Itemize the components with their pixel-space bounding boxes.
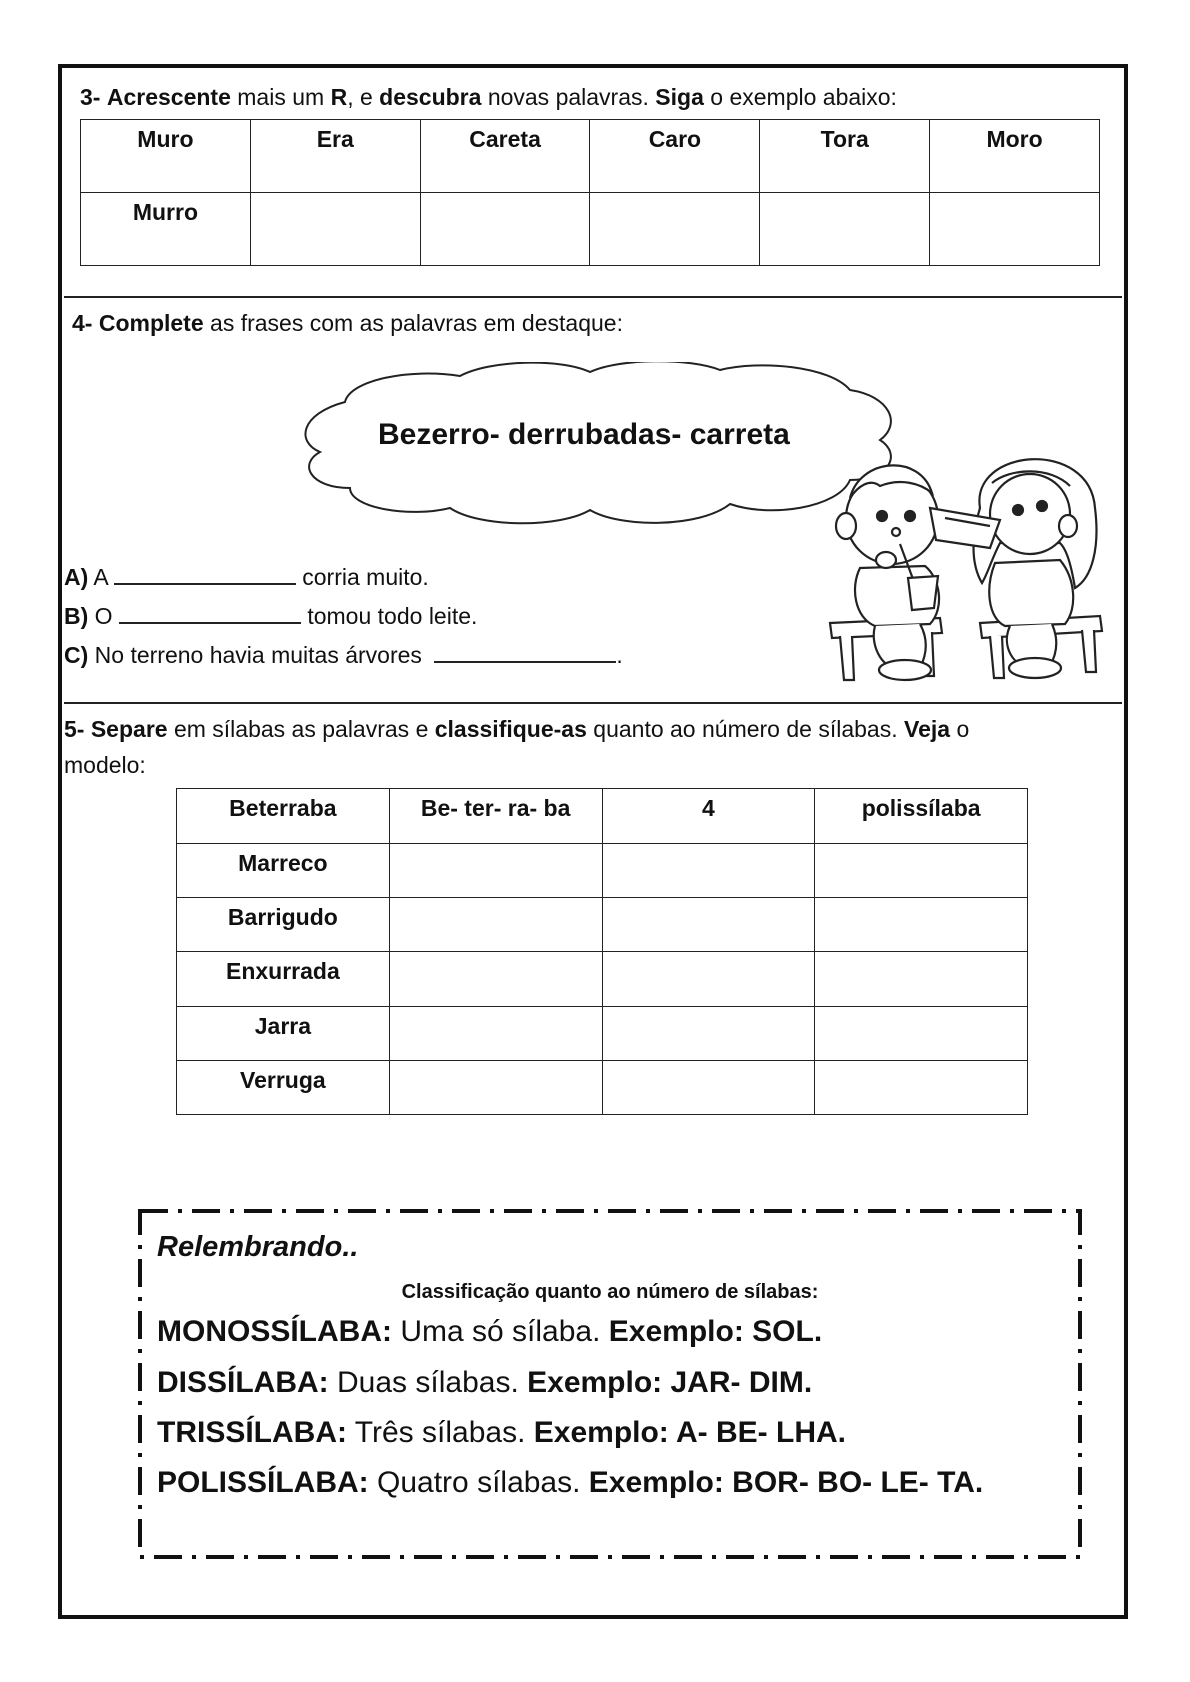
q3-keyword-acrescente: Acrescente xyxy=(106,84,231,110)
q3-answer-cell[interactable] xyxy=(590,193,760,266)
rule-example: Exemplo: SOL. xyxy=(608,1315,823,1348)
q5-cell-word: Enxurrada xyxy=(177,952,390,1007)
reminder-box xyxy=(140,1213,1080,1555)
sentence-c-blank[interactable] xyxy=(434,643,616,663)
q3-keyword-siga: Siga xyxy=(655,84,704,110)
q3-header-cell: Caro xyxy=(590,120,760,193)
q3-header-cell: Tora xyxy=(760,120,930,193)
q5-cell-class[interactable] xyxy=(815,1007,1028,1061)
reminder-rule-dissilaba xyxy=(157,1366,812,1400)
sentence-b-text: O xyxy=(94,603,113,629)
q4-keyword-complete: Complete xyxy=(98,310,204,336)
q3-keyword-descubra: descubra xyxy=(379,84,482,110)
q4-instruction xyxy=(72,310,623,337)
q5-cell-class: polissílaba xyxy=(815,789,1028,844)
rule-term: MONOSSÍLABA: xyxy=(157,1315,392,1348)
rule-example: Exemplo: BOR- BO- LE- TA. xyxy=(588,1466,984,1499)
q5-number: 5- xyxy=(64,716,85,742)
q5-cell-class[interactable] xyxy=(815,952,1028,1007)
q5-cell-syllables[interactable] xyxy=(389,952,602,1007)
q3-header-cell: Muro xyxy=(81,120,251,193)
sentence-c-letter: C) xyxy=(64,642,89,668)
q5-cell-count[interactable] xyxy=(602,952,815,1007)
rule-example: Exemplo: A- BE- LHA. xyxy=(533,1416,846,1449)
sentence-b-letter: B) xyxy=(64,603,89,629)
rule-term: DISSÍLABA: xyxy=(157,1366,329,1399)
q5-text: em sílabas as palavras e xyxy=(173,716,429,742)
q5-cell-word: Verruga xyxy=(177,1061,390,1115)
sentence-a-blank[interactable] xyxy=(114,565,296,585)
q5-cell-class[interactable] xyxy=(815,844,1028,898)
q5-cell-class[interactable] xyxy=(815,898,1028,952)
q3-answer-cell[interactable] xyxy=(930,193,1100,266)
sentence-c-text: . xyxy=(616,642,623,668)
q5-keyword-classifique: classifique-as xyxy=(434,716,587,742)
q5-cell-syllables[interactable] xyxy=(389,898,602,952)
q5-keyword-separe: Separe xyxy=(90,716,168,742)
reminder-title: Relembrando.. xyxy=(157,1231,359,1263)
q3-keyword-r: R xyxy=(330,84,348,110)
sentence-b-text: tomou todo leite. xyxy=(307,603,478,629)
q3-answer-cell[interactable] xyxy=(420,193,590,266)
reminder-rule-polissilaba xyxy=(157,1466,983,1500)
sentence-c-text: No terreno havia muitas árvores xyxy=(94,642,422,668)
cloud-words: Bezerro- derrubadas- carreta xyxy=(378,418,790,451)
q5-cell-word: Beterraba xyxy=(177,789,390,844)
q3-number: 3- xyxy=(80,84,101,110)
sentence-a-letter: A) xyxy=(64,564,89,590)
q5-cell-count[interactable] xyxy=(602,1007,815,1061)
rule-desc: Duas sílabas. xyxy=(337,1366,519,1399)
q5-cell-count[interactable] xyxy=(602,898,815,952)
q3-answer-cell[interactable] xyxy=(250,193,420,266)
rule-term: POLISSÍLABA: xyxy=(157,1466,369,1499)
q3-instruction xyxy=(80,84,897,111)
q3-header-cell: Era xyxy=(250,120,420,193)
sentence-a-text: corria muito. xyxy=(302,564,429,590)
sentence-a-text: A xyxy=(93,564,108,590)
q5-cell-syllables[interactable] xyxy=(389,844,602,898)
rule-example: Exemplo: JAR- DIM. xyxy=(527,1366,813,1399)
q3-header-cell: Moro xyxy=(930,120,1100,193)
q5-cell-count[interactable] xyxy=(602,1061,815,1115)
q3-header-cell: Careta xyxy=(420,120,590,193)
q5-table xyxy=(176,788,1028,1115)
q3-text: mais um xyxy=(237,84,325,110)
sentence-b xyxy=(64,603,477,630)
q3-answer-cell: Murro xyxy=(81,193,251,266)
q3-text: o exemplo abaixo: xyxy=(710,84,897,110)
q3-text: , e xyxy=(347,84,373,110)
q5-cell-word: Barrigudo xyxy=(177,898,390,952)
sentence-a xyxy=(64,564,429,591)
q3-table xyxy=(80,119,1100,266)
q5-cell-count[interactable] xyxy=(602,844,815,898)
reminder-rule-monossilaba xyxy=(157,1315,822,1349)
q5-keyword-veja: Veja xyxy=(904,716,951,742)
section-divider xyxy=(64,702,1122,704)
q3-answer-cell[interactable] xyxy=(760,193,930,266)
section-divider xyxy=(64,296,1122,298)
children-drinking-illustration xyxy=(820,448,1115,693)
q5-text: o xyxy=(956,716,970,742)
q4-number: 4- xyxy=(72,310,93,336)
q5-cell-word: Jarra xyxy=(177,1007,390,1061)
q5-cell-syllables[interactable] xyxy=(389,1007,602,1061)
reminder-subtitle: Classificação quanto ao número de sílabas: xyxy=(401,1281,819,1303)
rule-desc: Três sílabas. xyxy=(354,1416,526,1449)
q3-text: novas palavras. xyxy=(487,84,649,110)
q5-cell-word: Marreco xyxy=(177,844,390,898)
sentence-c xyxy=(64,642,623,669)
q5-instruction-cont: modelo: xyxy=(64,752,146,778)
sentence-b-blank[interactable] xyxy=(119,604,301,624)
rule-desc: Uma só sílaba. xyxy=(400,1315,601,1348)
rule-desc: Quatro sílabas. xyxy=(377,1466,581,1499)
rule-term: TRISSÍLABA: xyxy=(157,1416,347,1449)
q5-cell-syllables[interactable] xyxy=(389,1061,602,1115)
q5-text: quanto ao número de sílabas. xyxy=(593,716,898,742)
q5-instruction xyxy=(64,716,969,743)
reminder-rule-trissilaba xyxy=(157,1416,846,1450)
q4-text: as frases com as palavras em destaque: xyxy=(210,310,623,336)
q5-cell-class[interactable] xyxy=(815,1061,1028,1115)
q5-cell-count: 4 xyxy=(602,789,815,844)
q5-cell-syllables: Be- ter- ra- ba xyxy=(389,789,602,844)
